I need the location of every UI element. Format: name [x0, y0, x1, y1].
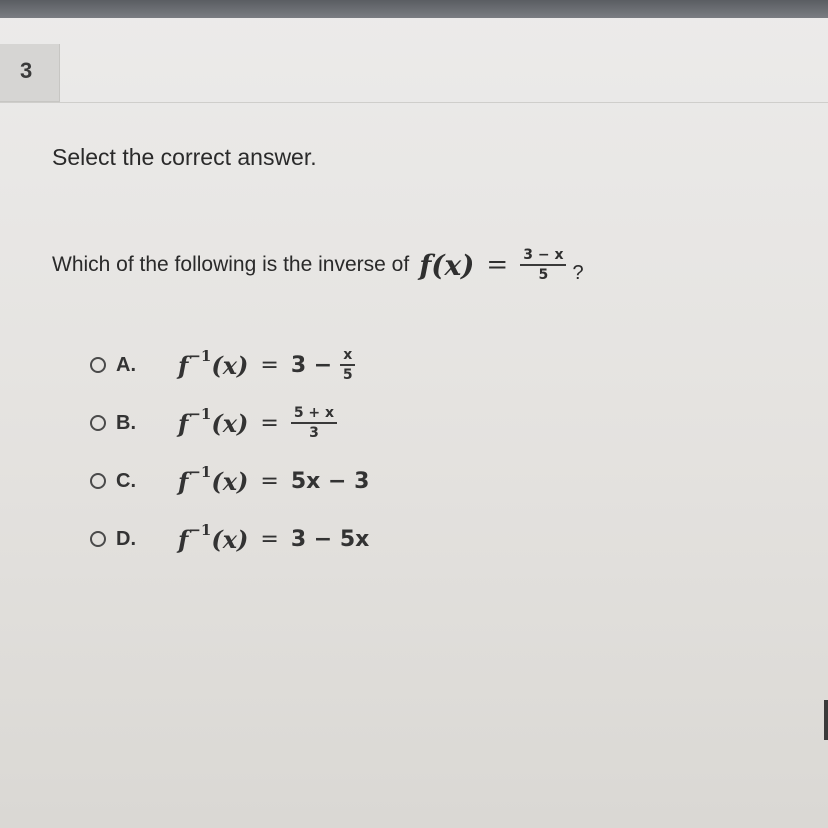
equals-sign: =: [260, 526, 279, 552]
question-math: [419, 248, 566, 282]
function-letter: f: [178, 408, 189, 438]
inverse-function: [178, 404, 249, 438]
option-d[interactable]: [90, 512, 690, 566]
question-number-badge: [0, 44, 60, 102]
equals-sign: =: [486, 250, 509, 280]
option-expression: [178, 462, 370, 496]
fraction-denominator: 3: [309, 425, 319, 441]
rhs-text: 5x − 3: [290, 468, 370, 494]
answer-options: [90, 338, 690, 566]
rhs-text: 3 − 5x: [290, 526, 370, 552]
function-letter: f: [178, 350, 189, 380]
function-argument: (x): [211, 408, 249, 438]
inverse-exponent: −1: [188, 462, 212, 481]
question-fraction: [520, 248, 566, 282]
fraction-numerator: x: [340, 348, 355, 366]
radio-button-b[interactable]: [90, 415, 106, 431]
question-prefix: Which of the following is the inverse of: [52, 253, 410, 276]
inverse-exponent: −1: [188, 404, 212, 423]
edge-marker: [824, 700, 828, 740]
inverse-exponent: −1: [188, 520, 212, 539]
function-argument: (x): [211, 524, 249, 554]
option-letter: D.: [116, 527, 136, 550]
function-name: f(x): [419, 248, 475, 282]
option-fraction: [340, 348, 355, 382]
function-letter: f: [178, 466, 189, 496]
option-c[interactable]: [90, 454, 690, 508]
fraction-denominator: 5: [538, 267, 549, 283]
equals-sign: =: [260, 468, 279, 494]
function-letter: f: [178, 524, 189, 554]
radio-button-d[interactable]: [90, 531, 106, 547]
option-b[interactable]: [90, 396, 690, 450]
instruction-text: Select the correct answer.: [52, 144, 317, 170]
fraction-numerator: 5 + x: [291, 406, 337, 424]
option-expression: [178, 406, 337, 440]
question-prompt: [52, 240, 584, 290]
option-letter: A.: [116, 353, 136, 376]
option-expression: [178, 348, 355, 382]
fraction-numerator: 3 − x: [520, 248, 566, 266]
radio-button-a[interactable]: [90, 357, 106, 373]
question-number: 3: [20, 58, 33, 83]
inverse-function: [178, 520, 249, 554]
option-fraction: [291, 406, 337, 440]
question-mark: ?: [572, 261, 584, 284]
inverse-function: [178, 462, 249, 496]
rhs-text: 3 −: [290, 352, 333, 378]
header-divider: [0, 102, 828, 103]
inverse-function: [178, 346, 249, 380]
fraction-denominator: 5: [342, 367, 353, 383]
equals-sign: =: [260, 352, 279, 378]
function-argument: (x): [211, 350, 249, 380]
option-letter: B.: [116, 411, 136, 434]
function-argument: (x): [211, 466, 249, 496]
option-a[interactable]: [90, 338, 690, 392]
radio-button-c[interactable]: [90, 473, 106, 489]
window-top-bar: [0, 0, 828, 18]
option-letter: C.: [116, 469, 136, 492]
inverse-exponent: −1: [188, 346, 212, 365]
equals-sign: =: [260, 410, 279, 436]
option-expression: [178, 520, 370, 554]
